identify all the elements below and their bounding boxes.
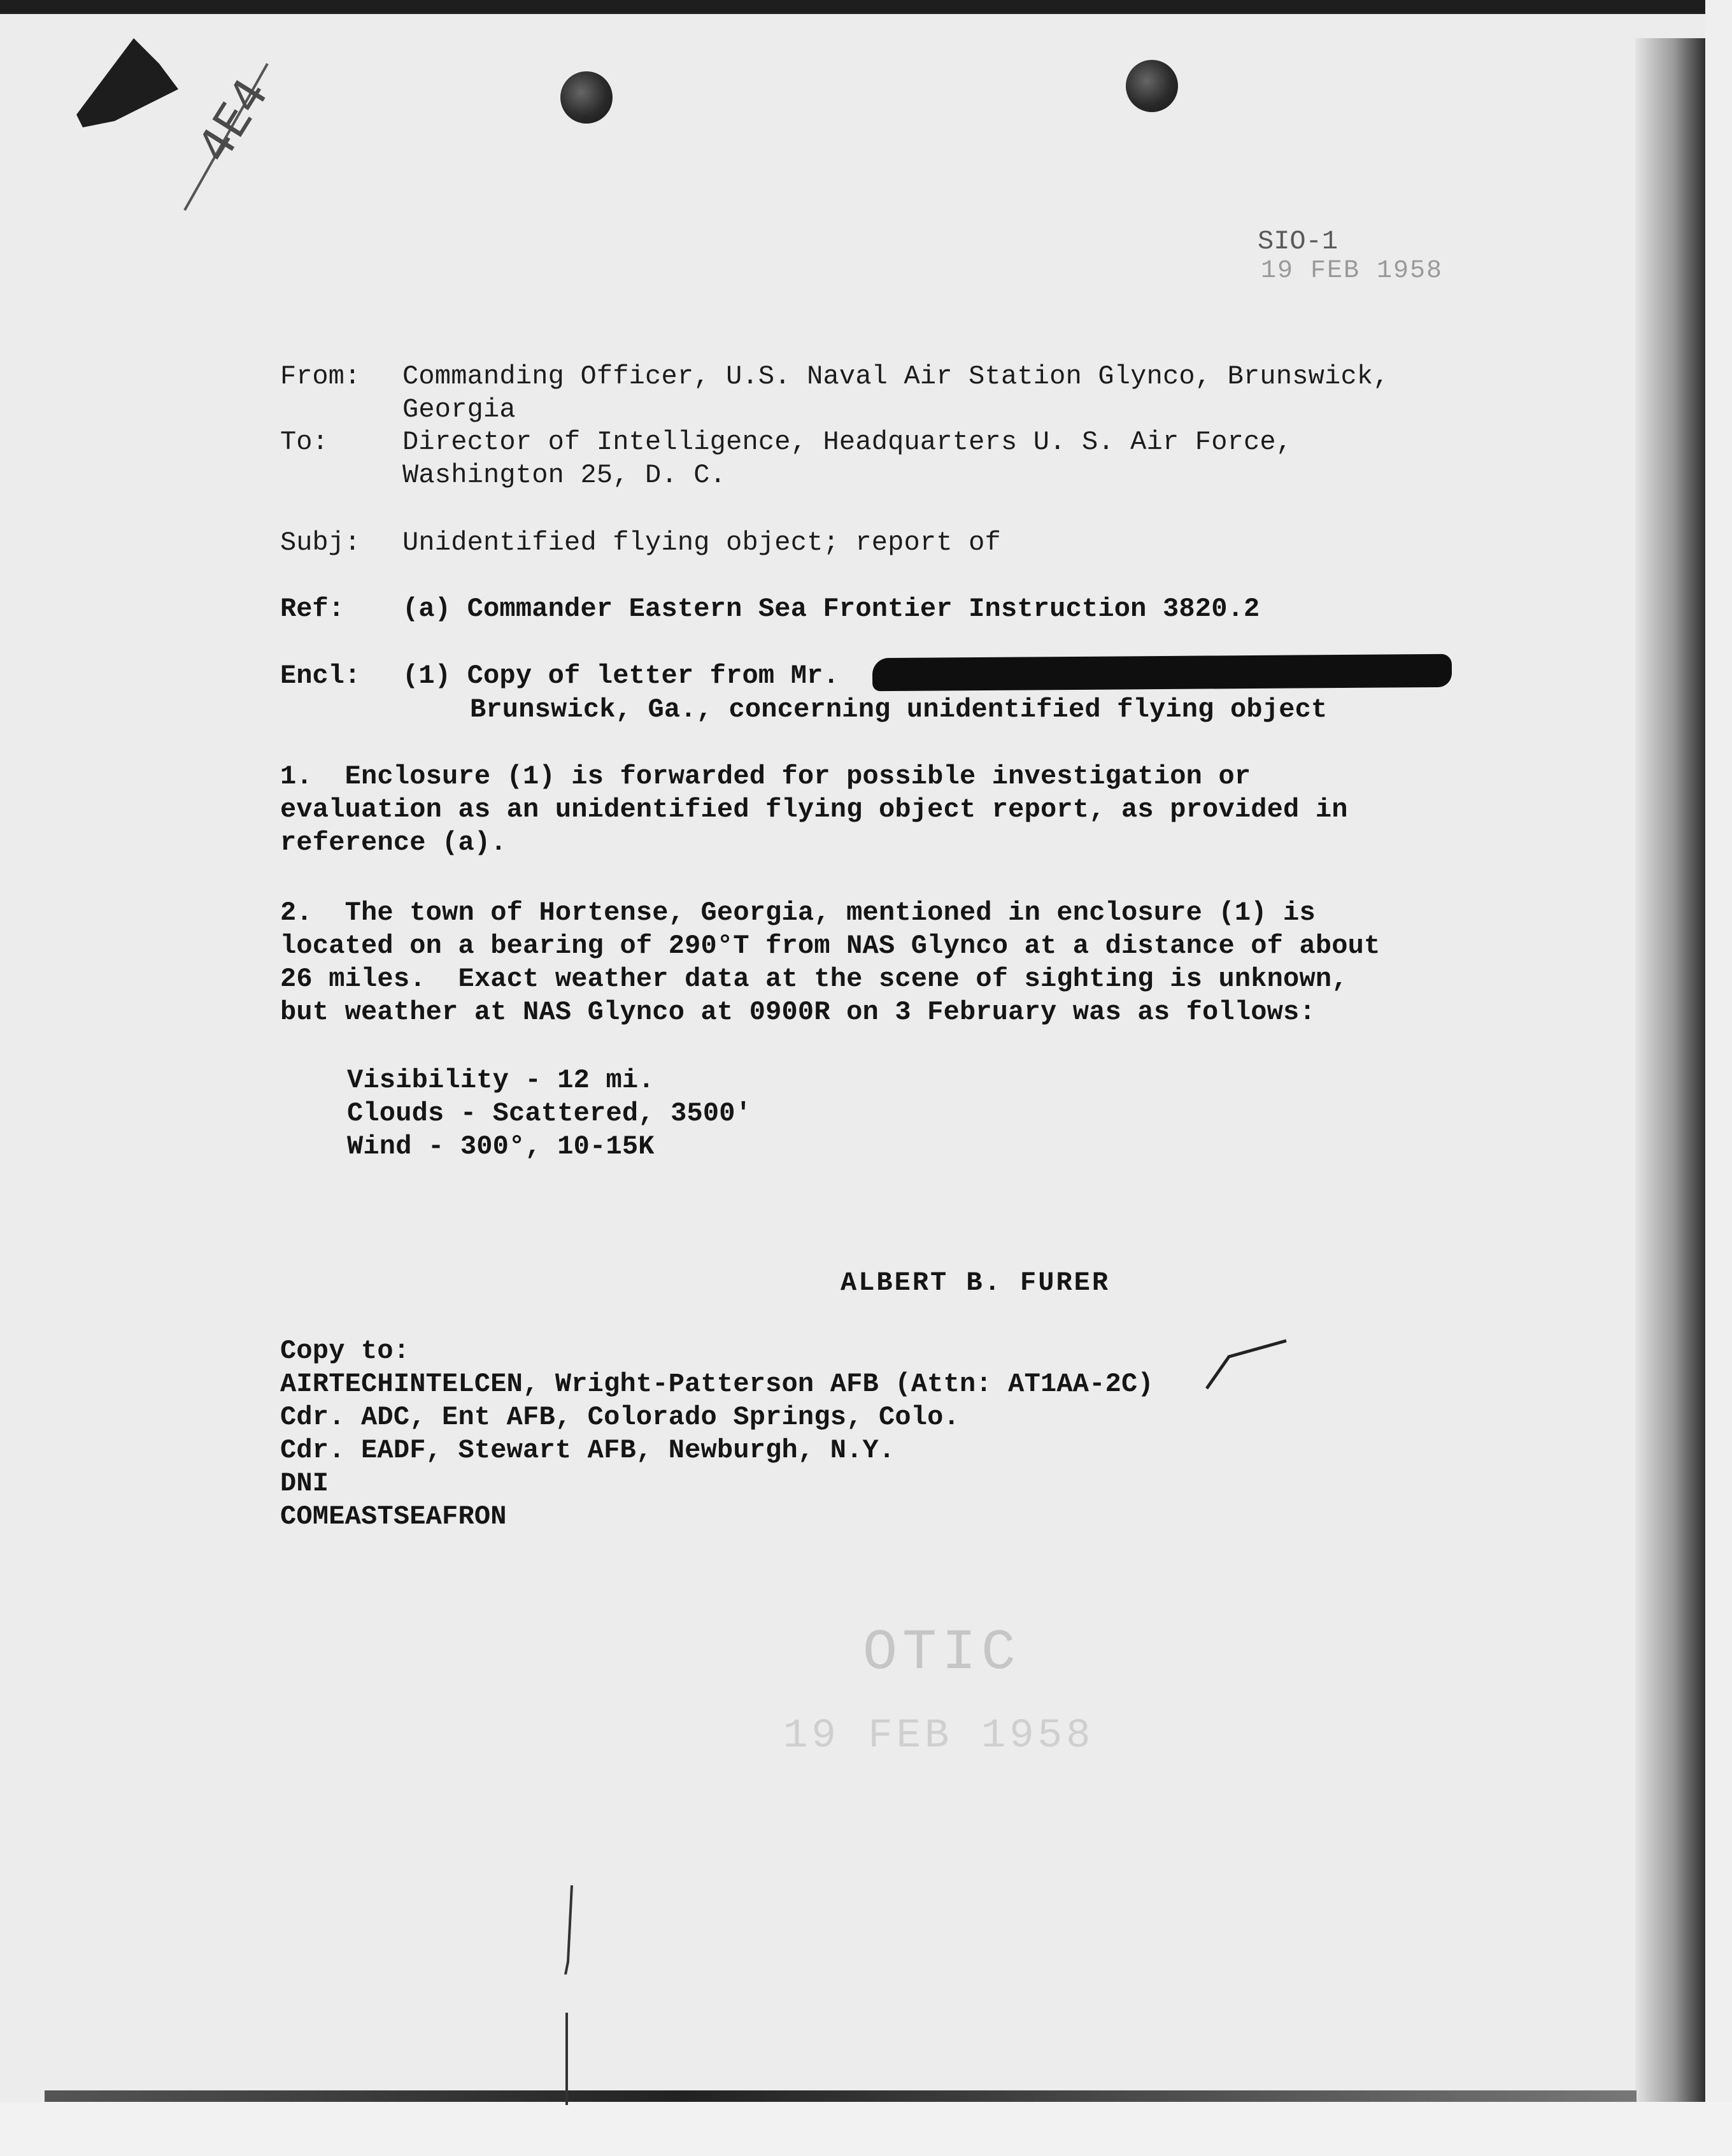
scan-top-border bbox=[0, 0, 1732, 14]
reference-text: (a) Commander Eastern Sea Frontier Instruction 3820.2 bbox=[402, 594, 1260, 624]
paragraph-2-line-3: 26 miles. Exact weather data at the scene of sighting is unknown, bbox=[280, 964, 1348, 994]
reference-label: Ref: bbox=[280, 594, 344, 624]
redaction-bar bbox=[872, 654, 1452, 691]
subject-label: Subj: bbox=[280, 527, 361, 558]
copy-to-item: Cdr. ADC, Ent AFB, Colorado Springs, Colo. bbox=[280, 1402, 960, 1432]
enclosure-line-1: (1) Copy of letter from Mr. bbox=[402, 660, 839, 691]
scan-right-margin bbox=[1705, 0, 1732, 2156]
faded-stamp: OTIC bbox=[863, 1621, 1021, 1686]
faded-stamp-date: 19 FEB 1958 bbox=[783, 1713, 1095, 1759]
file-number: SIO-1 bbox=[1258, 226, 1338, 257]
punch-hole-left bbox=[560, 71, 613, 124]
from-line-2: Georgia bbox=[402, 394, 516, 425]
paragraph-2-line-4: but weather at NAS Glynco at 0900R on 3 February was as follows: bbox=[280, 997, 1316, 1027]
paragraph-2-line-2: located on a bearing of 290°T from NAS Glynco at a distance of about bbox=[280, 931, 1381, 961]
enclosure-label: Encl: bbox=[280, 660, 361, 691]
from-line-1: Commanding Officer, U.S. Naval Air Station Glynco, Brunswick, bbox=[402, 361, 1389, 392]
enclosure-line-2: Brunswick, Ga., concerning unidentified flying object bbox=[470, 694, 1328, 725]
punch-hole-right bbox=[1126, 60, 1178, 112]
paragraph-1-line-2: evaluation as an unidentified flying object report, as provided in bbox=[280, 794, 1348, 825]
copy-to-item: Cdr. EADF, Stewart AFB, Newburgh, N.Y. bbox=[280, 1435, 895, 1466]
handwritten-note: 4E4 bbox=[187, 69, 279, 172]
subject-text: Unidentified flying object; report of bbox=[402, 527, 1001, 558]
paragraph-2-line-1: 2. The town of Hortense, Georgia, mentioned in enclosure (1) is bbox=[280, 897, 1316, 928]
from-label: From: bbox=[280, 361, 361, 392]
copy-to-label: Copy to: bbox=[280, 1336, 410, 1366]
signature-name: ALBERT B. FURER bbox=[841, 1267, 1111, 1298]
copy-to-item: COMEASTSEAFRON bbox=[280, 1501, 507, 1532]
to-line-2: Washington 25, D. C. bbox=[402, 460, 727, 490]
paragraph-1-line-1: 1. Enclosure (1) is forwarded for possible investigation or bbox=[280, 761, 1251, 792]
weather-wind: Wind - 300°, 10-15K bbox=[347, 1131, 655, 1162]
paragraph-1-line-3: reference (a). bbox=[280, 827, 507, 858]
to-label: To: bbox=[280, 427, 329, 457]
to-line-1: Director of Intelligence, Headquarters U. S. Air Force, bbox=[402, 427, 1293, 457]
weather-clouds: Clouds - Scattered, 3500' bbox=[347, 1098, 752, 1129]
scan-bottom-edge bbox=[45, 2090, 1636, 2103]
copy-to-item: AIRTECHINTELCEN, Wright-Patterson AFB (Attn: AT1AA-2C) bbox=[280, 1369, 1154, 1399]
scan-right-shadow bbox=[1635, 38, 1705, 2102]
copy-to-item: DNI bbox=[280, 1468, 329, 1499]
checkmark-mark bbox=[1203, 1338, 1293, 1395]
weather-visibility: Visibility - 12 mi. bbox=[347, 1065, 655, 1096]
pen-mark bbox=[560, 1885, 579, 2115]
date-stamp: 19 FEB 1958 bbox=[1261, 257, 1444, 285]
scan-bottom-margin bbox=[0, 2102, 1732, 2156]
torn-corner-mark bbox=[76, 25, 344, 217]
